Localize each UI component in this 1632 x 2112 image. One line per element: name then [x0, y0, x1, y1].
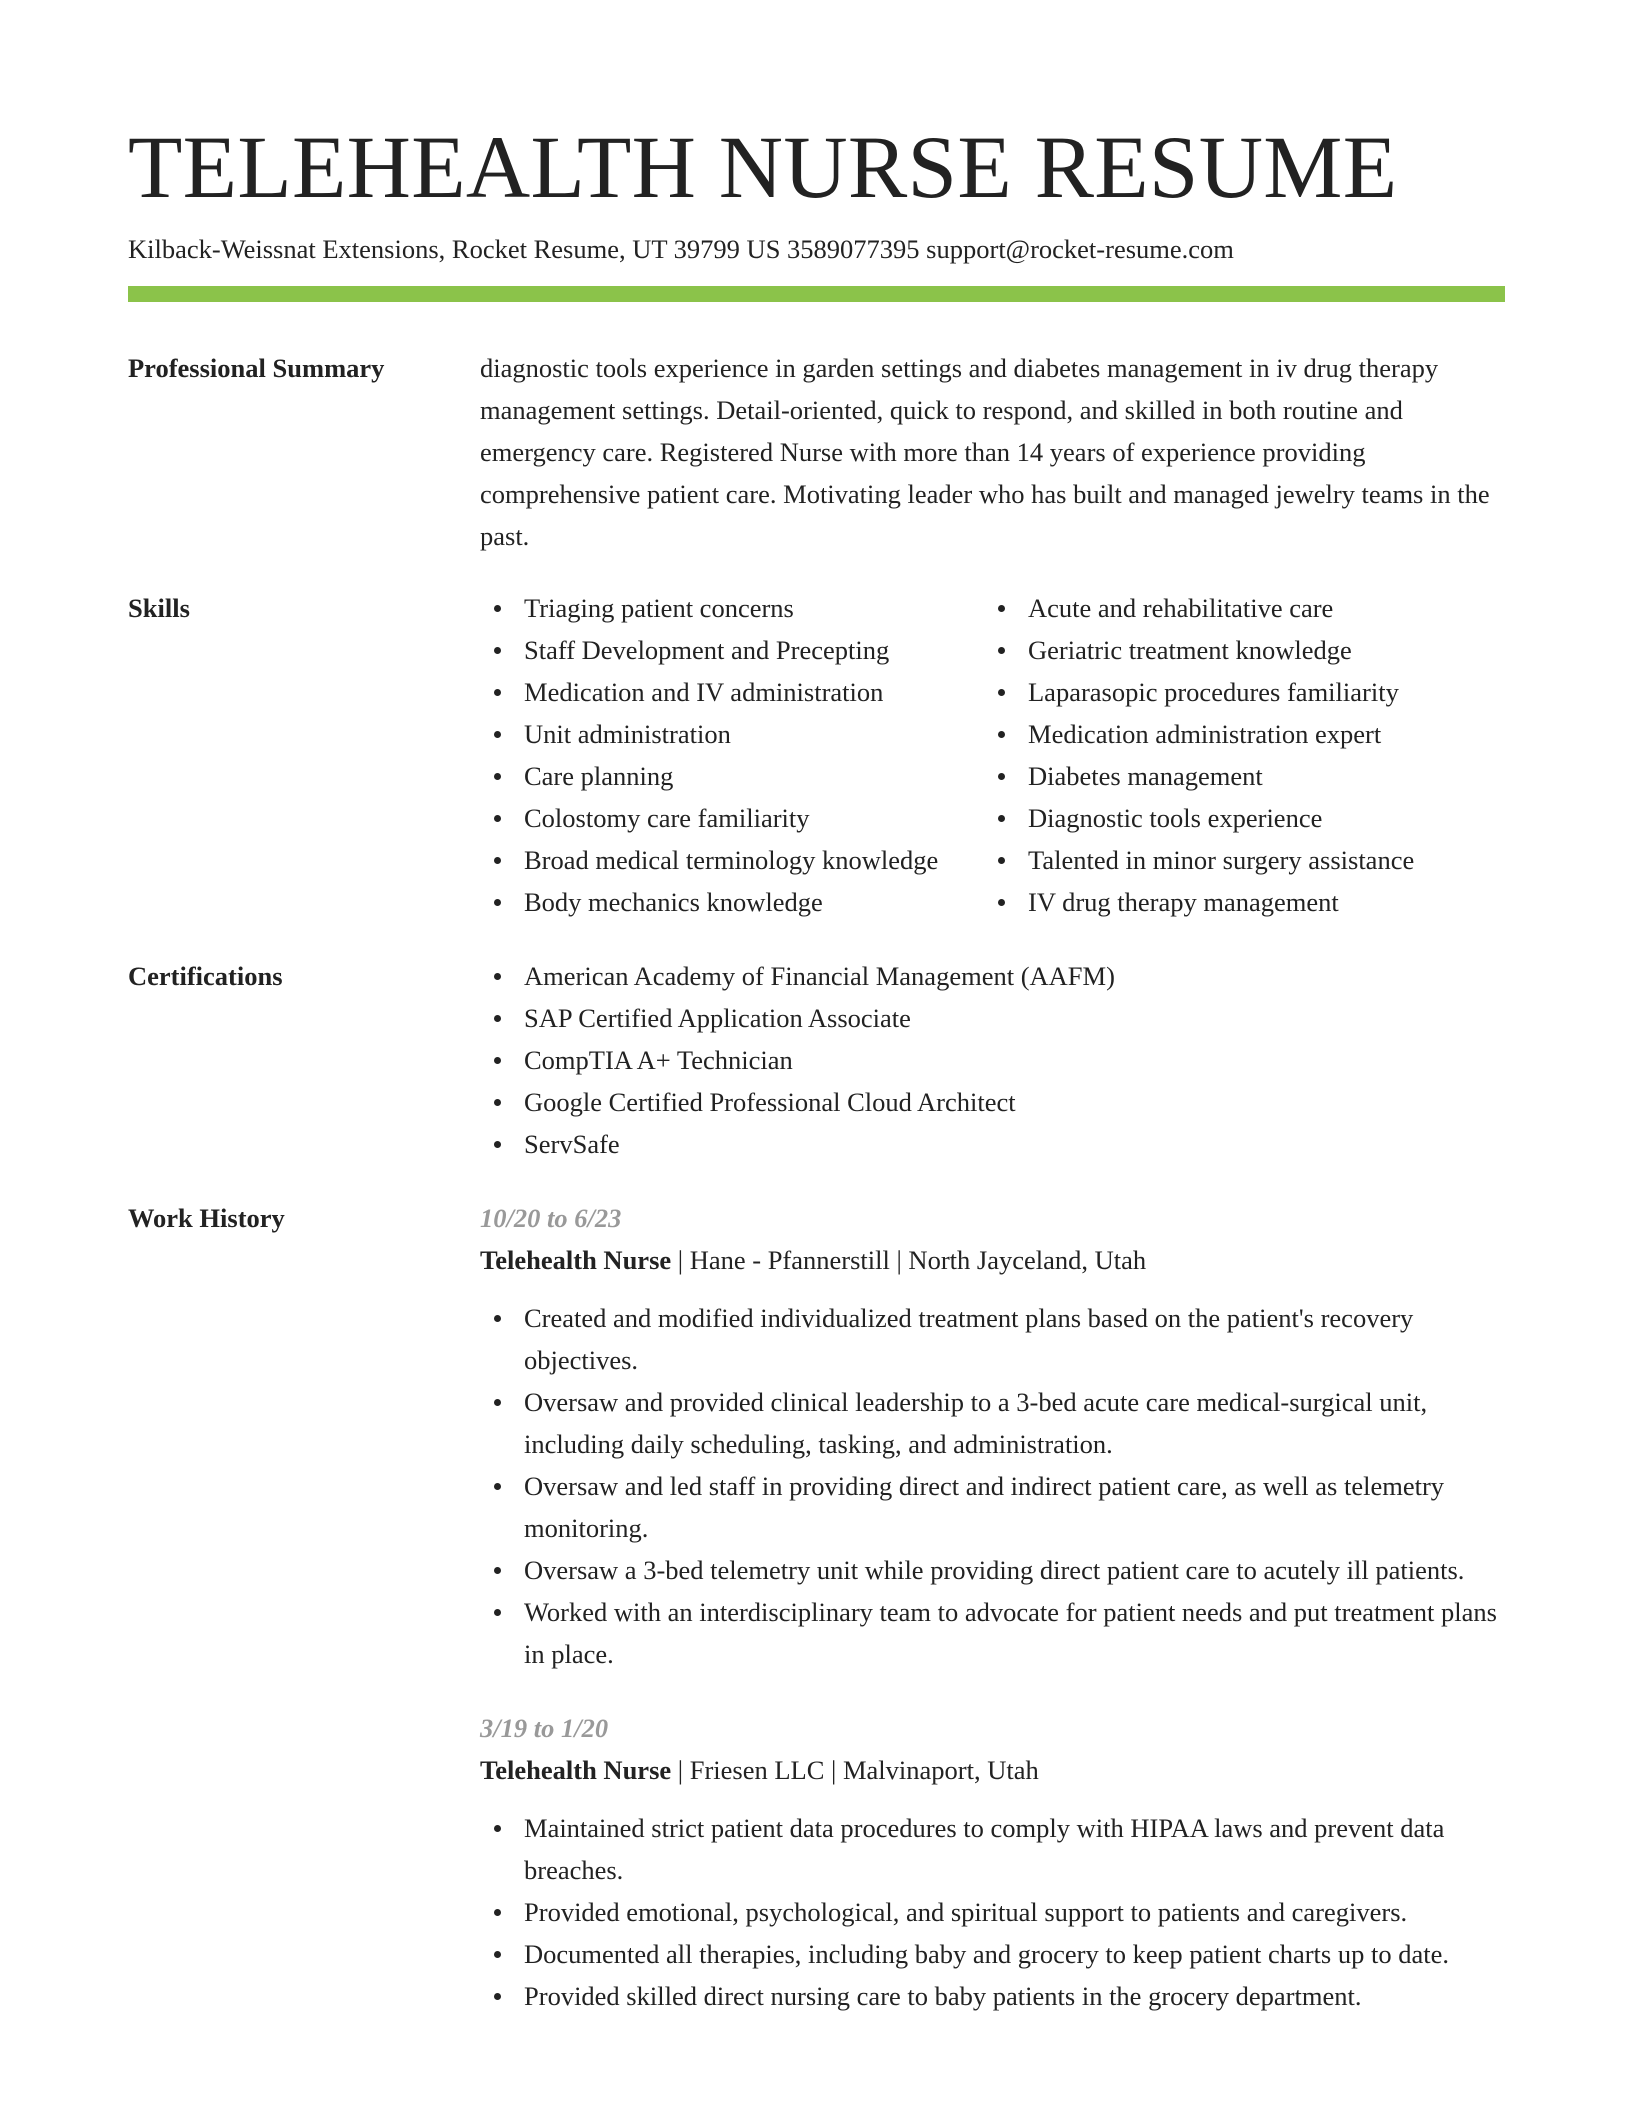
- certification-item: Google Certified Professional Cloud Architect: [480, 1081, 1505, 1123]
- summary-text: diagnostic tools experience in garden settings and diabetes management in iv drug therapy management settings. Detail-oriented, quick to respond, and skilled in both routine and emergency care. Registered Nurse with more than 14 years of experience providing comprehensive patient care. Motivating leader who has built and managed jewelry teams in the past.: [480, 353, 1490, 551]
- job-dates: 3/19 to 1/20: [480, 1713, 609, 1743]
- skills-list-right: [984, 587, 1488, 923]
- job-bullet: Maintained strict patient data procedures to comply with HIPAA laws and prevent data breaches.: [480, 1807, 1505, 1891]
- skill-item: Geriatric treatment knowledge: [984, 629, 1488, 671]
- skill-item: Unit administration: [480, 713, 984, 755]
- job-bullet: Documented all therapies, including baby and grocery to keep patient charts up to date.: [480, 1933, 1505, 1975]
- job-bullet: Created and modified individualized treatment plans based on the patient's recovery objectives.: [480, 1297, 1505, 1381]
- contact-line: Kilback-Weissnat Extensions, Rocket Resume, UT 39799 US 3589077395 support@rocket-resume.com: [128, 234, 1234, 264]
- certification-item: CompTIA A+ Technician: [480, 1039, 1505, 1081]
- skill-item: Colostomy care familiarity: [480, 797, 984, 839]
- certification-item: ServSafe: [480, 1123, 1505, 1165]
- skill-item: Diabetes management: [984, 755, 1488, 797]
- skills-list-left: [480, 587, 984, 923]
- job-bullet-list: [480, 1297, 1505, 1675]
- certifications-list: [480, 955, 1505, 1165]
- work-history-label: Work History: [128, 1203, 285, 1233]
- skill-item: Triaging patient concerns: [480, 587, 984, 629]
- job-heading: [480, 1749, 1505, 1791]
- job-title: Telehealth Nurse: [480, 1245, 672, 1275]
- job-heading: [480, 1239, 1505, 1281]
- certifications-label: Certifications: [128, 961, 283, 991]
- skills-label: Skills: [128, 593, 190, 623]
- skill-item: Medication administration expert: [984, 713, 1488, 755]
- skill-item: Acute and rehabilitative care: [984, 587, 1488, 629]
- skill-item: Broad medical terminology knowledge: [480, 839, 984, 881]
- certification-item: SAP Certified Application Associate: [480, 997, 1505, 1039]
- skill-item: Talented in minor surgery assistance: [984, 839, 1488, 881]
- job-entry: [480, 1707, 1505, 2017]
- job-dates: 10/20 to 6/23: [480, 1203, 622, 1233]
- skill-item: IV drug therapy management: [984, 881, 1488, 923]
- job-bullet: Worked with an interdisciplinary team to advocate for patient needs and put treatment plans in place.: [480, 1591, 1505, 1675]
- job-details: | Friesen LLC | Malvinaport, Utah: [671, 1755, 1039, 1785]
- job-bullet-list: [480, 1807, 1505, 2017]
- skill-item: Staff Development and Precepting: [480, 629, 984, 671]
- job-bullet: Provided emotional, psychological, and spiritual support to patients and caregivers.: [480, 1891, 1505, 1933]
- job-details: | Hane - Pfannerstill | North Jayceland, Utah: [671, 1245, 1147, 1275]
- skill-item: Care planning: [480, 755, 984, 797]
- job-entry: [480, 1197, 1505, 1675]
- job-bullet: Provided skilled direct nursing care to baby patients in the grocery department.: [480, 1975, 1505, 2017]
- skill-item: Medication and IV administration: [480, 671, 984, 713]
- certification-item: American Academy of Financial Management (AAFM): [480, 955, 1505, 997]
- accent-divider: [128, 286, 1505, 302]
- skill-item: Laparasopic procedures familiarity: [984, 671, 1488, 713]
- summary-label: Professional Summary: [128, 353, 385, 383]
- job-bullet: Oversaw and provided clinical leadership to a 3-bed acute care medical-surgical unit, including daily scheduling, tasking, and administration.: [480, 1381, 1505, 1465]
- job-title: Telehealth Nurse: [480, 1755, 672, 1785]
- job-bullet: Oversaw and led staff in providing direct and indirect patient care, as well as telemetry monitoring.: [480, 1465, 1505, 1549]
- skill-item: Body mechanics knowledge: [480, 881, 984, 923]
- resume-title: TELEHEALTH NURSE RESUME: [128, 119, 1398, 217]
- skill-item: Diagnostic tools experience: [984, 797, 1488, 839]
- job-bullet: Oversaw a 3-bed telemetry unit while providing direct patient care to acutely ill patients.: [480, 1549, 1505, 1591]
